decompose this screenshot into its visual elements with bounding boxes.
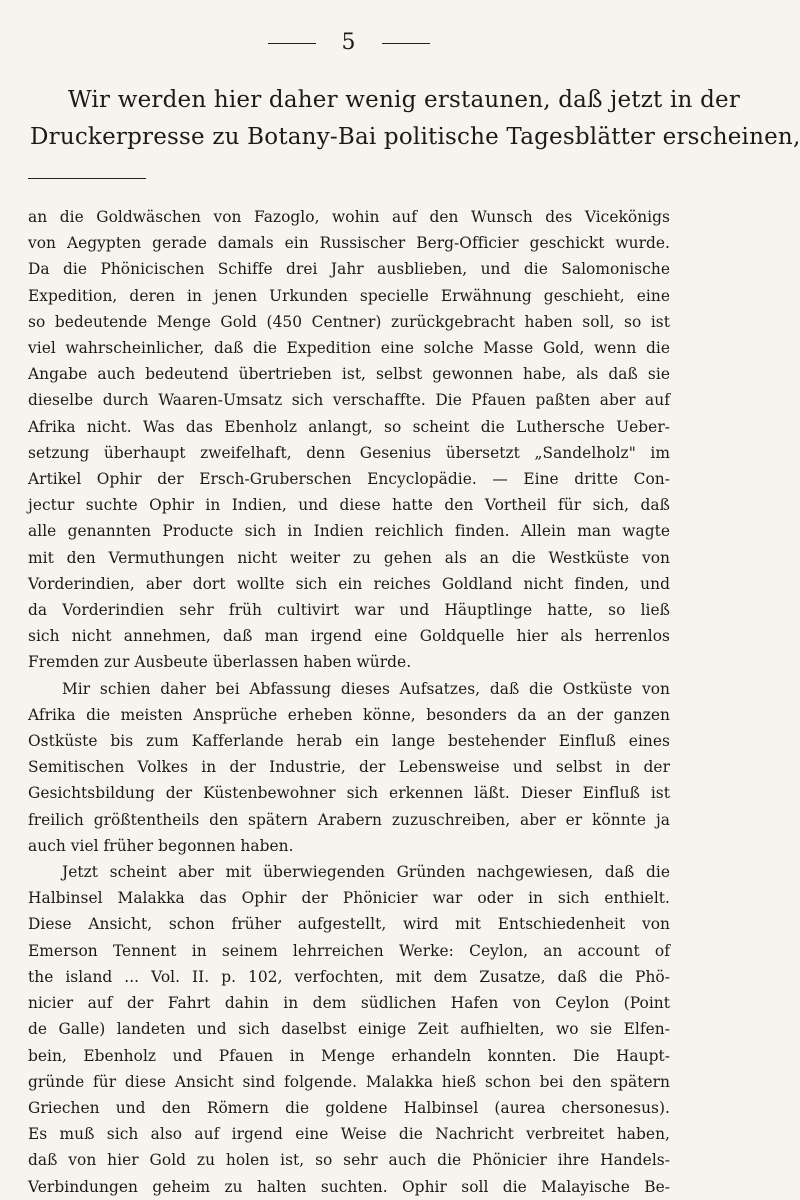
header-rule-left (268, 43, 316, 44)
footnote-line: de Galle) landeten und sich daselbst einige Zeit aufhielten, wo sie Elfen- (28, 1020, 670, 1039)
footnote-line: so bedeutende Menge Gold (450 Centner) zurückgebracht haben soll, so ist (28, 312, 670, 331)
footnote-line: gründe für diese Ansicht sind folgende. Malakka hieß schon bei den spätern (28, 1072, 670, 1091)
footnote-line: Gesichtsbildung der Küstenbewohner sich erkennen läßt. Dieser Einfluß ist (28, 784, 670, 803)
footnote-line: mit den Vermuthungen nicht weiter zu gehen als an die Westküste von (28, 548, 670, 567)
main-text-line: Wir werden hier daher wenig erstaunen, daß jetzt in der (68, 87, 741, 113)
footnote-line: Mir schien daher bei Abfassung dieses Aufsatzes, daß die Ostküste von (62, 679, 670, 698)
footnote-line: von Aegypten gerade damals ein Russischer Berg-Officier geschickt wurde. (28, 234, 670, 253)
footnote-line: Vorderindien, aber dort wollte sich ein reiches Goldland nicht finden, und (28, 574, 670, 593)
footnote-line: setzung überhaupt zweifelhaft, denn Gesenius übersetzt „Sandelholz" im (28, 443, 670, 462)
footnote-line: Emerson Tennent in seinem lehrreichen Werke: Ceylon, an account of (28, 941, 670, 960)
footnote-line: viel wahrscheinlicher, daß die Expedition eine solche Masse Gold, wenn die (28, 339, 670, 358)
footnote-line: Halbinsel Malakka das Ophir der Phönicier war oder in sich enthielt. (28, 889, 670, 908)
footnote-line: Angabe auch bedeutend übertrieben ist, selbst gewonnen habe, als daß sie (28, 365, 670, 384)
footnote-line: sich nicht annehmen, daß man irgend eine Goldquelle hier als herrenlos (28, 627, 670, 646)
footnote-line: alle genannten Producte sich in Indien reichlich finden. Allein man wagte (28, 522, 670, 541)
footnote-line: Fremden zur Ausbeute überlassen haben würde. (28, 653, 412, 672)
footnote-line: the island ... Vol. II. p. 102, verfochten, mit dem Zusatze, daß die Phö- (28, 967, 670, 986)
footnote-line: Expedition, deren in jenen Urkunden specielle Erwähnung geschieht, eine (28, 286, 670, 305)
footnote-line: Jetzt scheint aber mit überwiegenden Gründen nachgewiesen, daß die (62, 863, 670, 882)
page-header (0, 30, 697, 56)
footnote-line: Ostküste bis zum Kafferlande herab ein lange bestehender Einfluß eines (28, 732, 670, 751)
main-text-line: Druckerpresse zu Botany-Bai politische Tagesblätter erscheinen, (30, 124, 800, 150)
header-rule-right (382, 43, 430, 44)
footnote-line: Semitischen Volkes in der Industrie, der Lebensweise und selbst in der (28, 758, 670, 777)
footnote-line: freilich größtentheils den spätern Arabern zuzuschreiben, aber er könnte ja (28, 810, 670, 829)
footnote-line: Da die Phönicischen Schiffe drei Jahr ausblieben, und die Salomonische (28, 260, 670, 279)
footnote-line: bein, Ebenholz und Pfauen in Menge erhandeln konnten. Die Haupt- (28, 1046, 670, 1065)
footnote-line: Es muß sich also auf irgend eine Weise die Nachricht verbreitet haben, (28, 1125, 670, 1144)
footnote-line: Afrika die meisten Ansprüche erheben könne, besonders da an der ganzen (28, 705, 670, 724)
footnote-line: daß von hier Gold zu holen ist, so sehr auch die Phönicier ihre Handels- (28, 1151, 670, 1170)
footnote-line: Diese Ansicht, schon früher aufgestellt, wird mit Entschiedenheit von (28, 915, 670, 934)
footnote-line: jectur suchte Ophir in Indien, und diese hatte den Vortheil für sich, daß (28, 496, 670, 515)
footnote-line: an die Goldwäschen von Fazoglo, wohin auf den Wunsch des Vicekönigs (28, 208, 670, 226)
footnote-line: Verbindungen geheim zu halten suchten. Ophir soll die Malayische Be- (28, 1177, 670, 1196)
footnote-separator (28, 178, 146, 179)
footnote-line: dieselbe durch Waaren-Umsatz sich verschaffte. Die Pfauen paßten aber auf (28, 391, 670, 410)
footnote-line: auch viel früher begonnen haben. (28, 836, 294, 855)
footnote-text (28, 204, 670, 1200)
footnote-line: Artikel Ophir der Ersch-Gruberschen Encyclopädie. — Eine dritte Con- (28, 470, 670, 489)
footnote-line: da Vorderindien sehr früh cultivirt war und Häuptlinge hatte, so ließ (28, 601, 670, 620)
footnote-line: nicier auf der Fahrt dahin in dem südlichen Hafen von Ceylon (Point (28, 994, 670, 1013)
main-text (30, 82, 800, 156)
page-number: 5 (341, 30, 356, 55)
footnote-line: Afrika nicht. Was das Ebenholz anlangt, so scheint die Luthersche Ueber- (28, 417, 670, 436)
footnote-line: Griechen und den Römern die goldene Halbinsel (aurea chersonesus). (28, 1098, 670, 1117)
